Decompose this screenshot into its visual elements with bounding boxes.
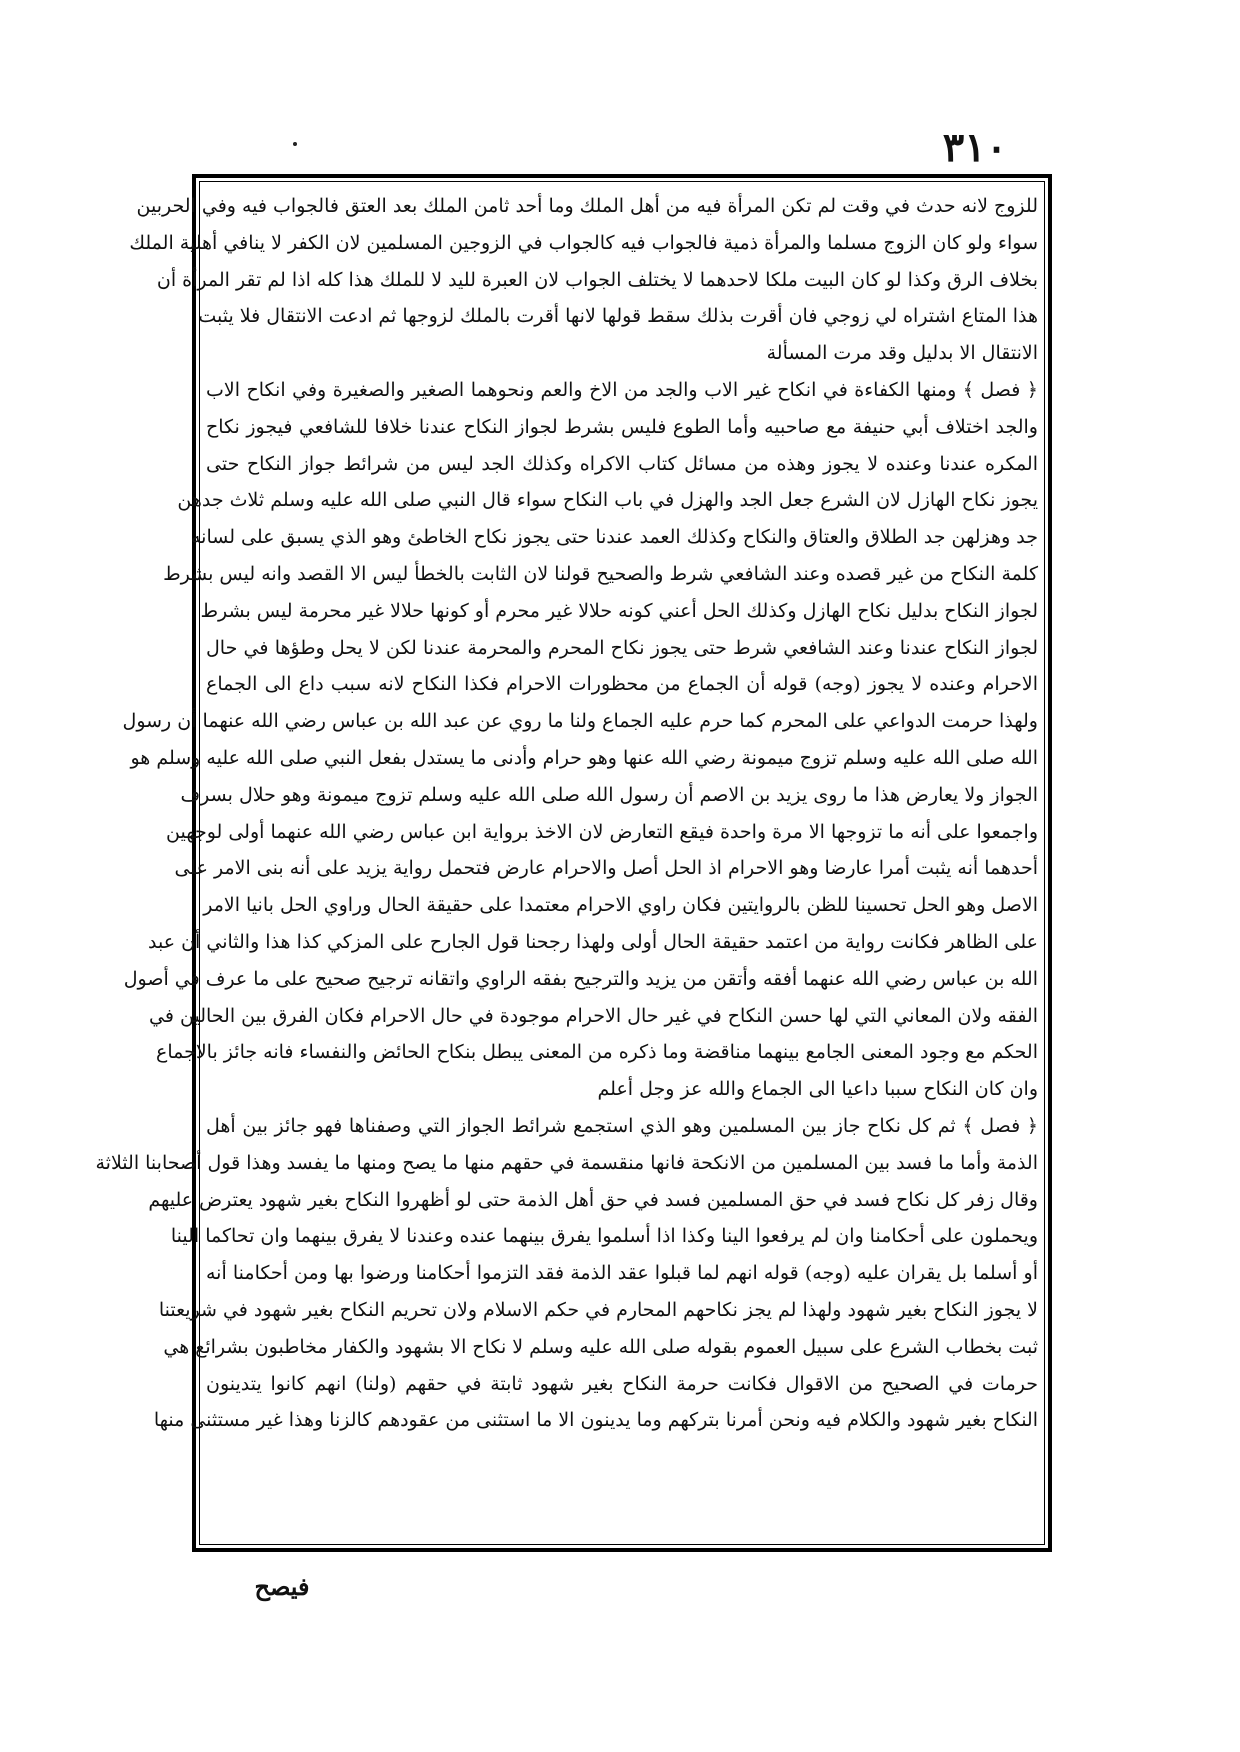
text-line: النكاح بغير شهود والكلام فيه ونحن أمرنا بتركهم وما يدينون الا ما استثنى من عقودهم كالزنا وهذا غير مستثنى منها — [153, 1409, 1038, 1432]
text-line: الاحرام وعنده لا يجوز (وجه) قوله أن الجماع من محظورات الاحرام فكذا النكاح لانه سبب داع الى الجماع — [206, 673, 1038, 696]
text-line: بخلاف الرق وكذا لو كان البيت ملكا لاحدهما لا يختلف الجواب لان العبرة لليد لا للملك هذا كله اذا لم تقر المرأة أن — [156, 268, 1038, 291]
text-line: للزوج لانه حدث في وقت لم تكن المرأة فيه من أهل الملك وما أحد ثامن الملك بعد العتق فالجواب فيه وفي الحربين — [136, 195, 1038, 217]
text-line: جد وهزلهن جد الطلاق والعتاق والنكاح وكذلك العمد عندنا حتى يجوز نكاح الخاطئ وهو الذي يسبق على لسانه — [190, 526, 1038, 549]
text-line: أحدهما أنه يثبت أمرا عارضا وهو الاحرام اذ الحل أصل والاحرام عارض فتحمل رواية يزيد على أنه بنى الامر على — [174, 857, 1038, 880]
text-line: لا يجوز النكاح بغير شهود ولهذا لم يجز نكاحهم المحارم في حكم الاسلام ولان تحريم النكاح بغير شهود في شريعتنا — [158, 1298, 1038, 1321]
text-line: وقال زفر كل نكاح فسد في حق المسلمين فسد في حق أهل الذمة حتى لو أظهروا النكاح بغير شهود يعترض عليهم — [148, 1188, 1038, 1211]
text-line: حرمات في الصحيح من الاقوال فكانت حرمة النكاح بغير شهود ثابتة في حقهم (ولنا) انهم كانوا يتدينون — [206, 1372, 1038, 1395]
text-line: الفقه ولان المعاني التي لها حسن النكاح في غير حال الاحرام موجودة في حال الاحرام فكان الفرق بين الحالين في — [149, 1004, 1038, 1027]
text-line: لجواز النكاح بدليل نكاح الهازل وكذلك الحل أعني كونه حلالا غير محرم أو كونها حلالا غير محرمة ليس بشرط — [200, 599, 1038, 622]
text-line: سواء ولو كان الزوج مسلما والمرأة ذمية فالجواب فيه كالجواب في الزوجين المسلمين لان الكفر لا ينافي أهلية الملك — [129, 231, 1038, 254]
text-line: وان كان النكاح سببا داعيا الى الجماع والله عز وجل أعلم — [597, 1078, 1038, 1101]
text-line: ويحملون على أحكامنا وان لم يرفعوا الينا وكذا اذا أسلموا يفرق بينهما عنده وعندنا لا يفرق بينهما وان تحاكما الينا — [170, 1225, 1038, 1248]
stray-dot — [293, 142, 297, 146]
text-line: واجمعوا على أنه ما تزوجها الا مرة واحدة فيقع التعارض لان الاخذ برواية ابن عباس رضي الله عنهما أولى لوجهين — [166, 820, 1038, 843]
text-line: ولهذا حرمت الدواعي على المحرم كما حرم عليه الجماع ولنا ما روي عن عبد الله بن عباس رضي الله عنهما أن رسول — [122, 710, 1038, 733]
text-line: والجد اختلاف أبي حنيفة مع صاحبيه وأما الطوع فليس بشرط لجواز النكاح عندنا خلافا للشافعي فيجوز نكاح — [206, 415, 1038, 438]
text-line: لجواز النكاح عندنا وعند الشافعي شرط حتى يجوز نكاح المحرم والمحرمة عندنا لكن لا يحل وطؤها في حال — [206, 636, 1038, 659]
text-line: المكره عندنا وعنده لا يجوز وهذه من مسائل كتاب الاكراه وكذلك الجد ليس من شرائط جواز النكاح حتى — [206, 452, 1038, 475]
text-line: الذمة وأما ما فسد بين المسلمين من الانكحة فانها منقسمة في حقهم منها ما يصح ومنها ما يفسد وهذا قول أصحابنا الثلاثة — [95, 1151, 1038, 1174]
text-line: الجواز ولا يعارض هذا ما روى يزيد بن الاصم أن رسول الله صلى الله عليه وسلم تزوج ميمونة وهو حلال بسرف — [180, 783, 1038, 806]
text-line: هذا المتاع اشتراه لي زوجي فان أقرت بذلك سقط قولها لانها أقرت بالملك لزوجها ثم ادعت الانتقال فلا يثبت — [198, 305, 1038, 328]
text-line: كلمة النكاح من غير قصده وعند الشافعي شرط والصحيح قولنا لان الثابت بالخطأ ليس الا القصد وانه ليس بشرط — [163, 562, 1038, 585]
section-heading-line: ﴿ فصل ﴾ ومنها الكفاءة في انكاح غير الاب والجد من الاخ والعم ونحوهما الصغير والصغيرة وفي انكاح الاب — [206, 378, 1038, 401]
text-line: الانتقال الا بدليل وقد مرت المسألة — [766, 342, 1038, 365]
text-line: الله بن عباس رضي الله عنهما أفقه وأتقن من يزيد والترجيح بفقه الراوي واتقانه ترجيح صحيح على ما عرف في أصول — [123, 967, 1038, 990]
section-heading-line: ﴿ فصل ﴾ ثم كل نكاح جاز بين المسلمين وهو الذي استجمع شرائط الجواز التي وصفناها فهو جائز بين أهل — [206, 1114, 1038, 1137]
page-number: ٣١٠ — [942, 124, 1008, 171]
text-line: الحكم مع وجود المعنى الجامع بينهما مناقضة وما ذكره من المعنى يبطل بنكاح الحائض والنفساء فانه جائز بالاجماع — [155, 1041, 1038, 1064]
main-text-block — [95, 188, 1038, 1538]
text-line: أو أسلما بل يقران عليه (وجه) قوله انهم لما قبلوا عقد الذمة فقد التزموا أحكامنا ورضوا بها ومن أحكامنا أنه — [206, 1262, 1038, 1285]
text-line: على الظاهر فكانت رواية من اعتمد حقيقة الحال أولى ولهذا رجحنا قول الجارح على المزكي كذا هذا والثاني أن عبد — [148, 930, 1038, 953]
text-line: الاصل وهو الحل تحسينا للظن بالروايتين فكان راوي الاحرام معتمدا على حقيقة الحال وراوي الحل بانيا الامر — [203, 894, 1038, 917]
catchword: فيصح — [254, 1572, 310, 1601]
text-line: ثبت بخطاب الشرع على سبيل العموم بقوله صلى الله عليه وسلم لا نكاح الا بشهود والكفار مخاطبون بشرائع هي — [163, 1335, 1038, 1358]
text-line: يجوز نكاح الهازل لان الشرع جعل الجد والهزل في باب النكاح سواء قال النبي صلى الله عليه وسلم ثلاث جدهن — [177, 489, 1038, 512]
text-line: الله صلى الله عليه وسلم تزوج ميمونة رضي الله عنها وهو حرام وأدنى ما يستدل بفعل النبي صلى الله عليه وسلم هو — [130, 746, 1038, 769]
